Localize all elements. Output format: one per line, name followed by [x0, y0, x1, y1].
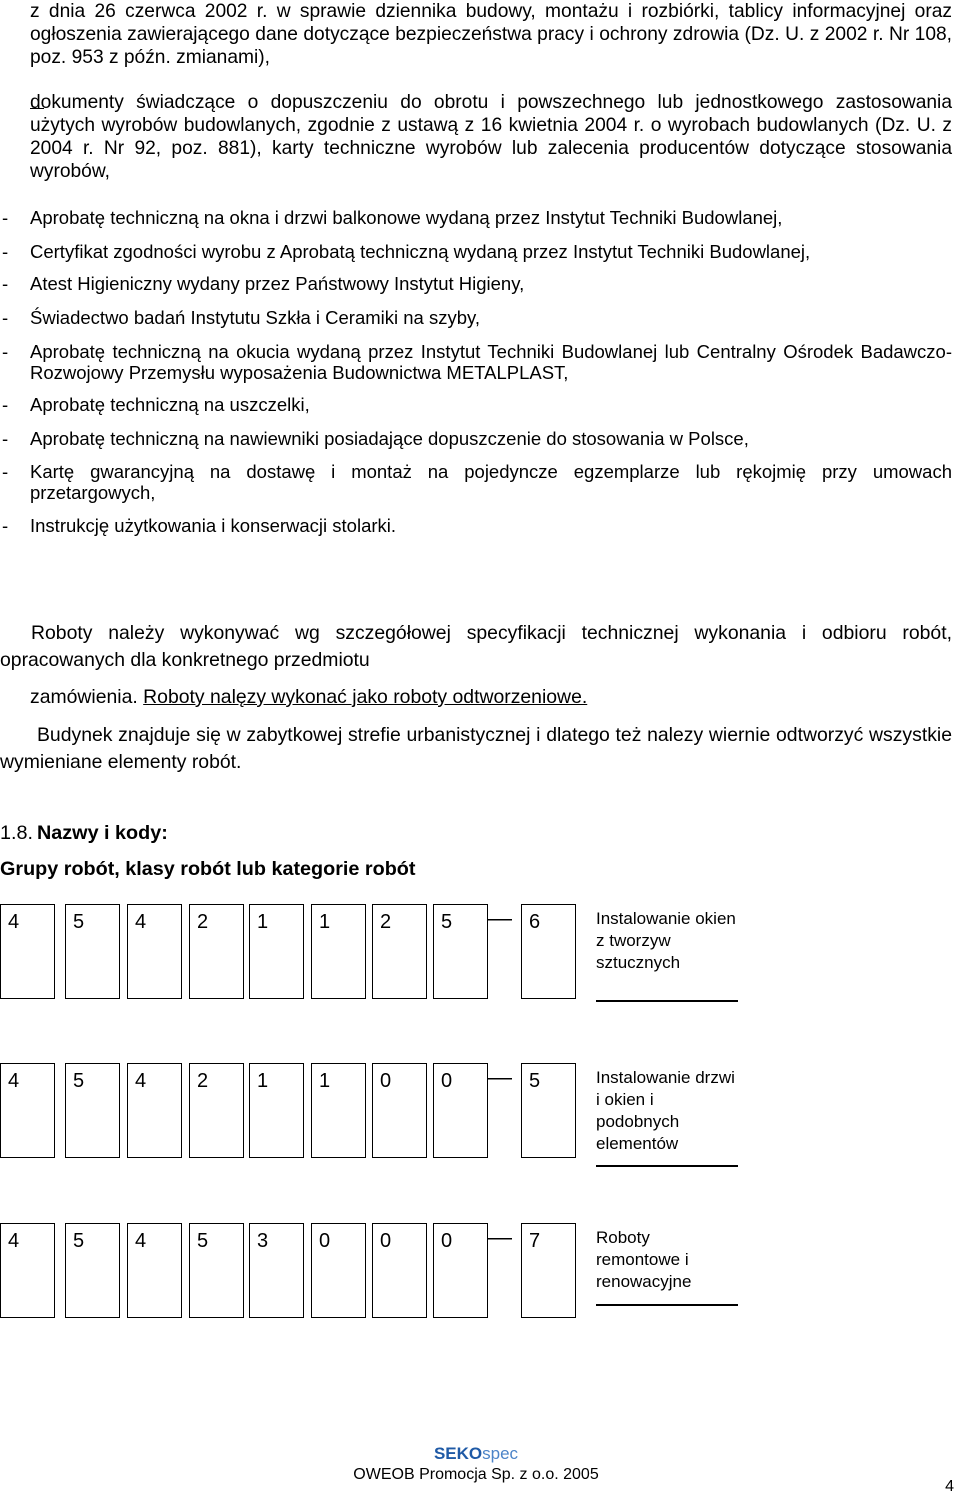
footer-logo-bold: SEKO: [433, 1444, 483, 1463]
code-digit-box: [65, 1063, 120, 1158]
list-item: [0, 241, 952, 262]
code-separator-dash: [488, 1078, 512, 1080]
list-item-text: Instrukcję użytkowania i konserwacji stolarki.: [30, 515, 397, 536]
groups-heading: Grupy robót, klasy robót lub kategorie robót: [0, 858, 416, 880]
code-digit-box: [372, 1223, 427, 1318]
code-digit-box: [0, 1063, 55, 1158]
code-separator-dash: [488, 1238, 512, 1240]
list-item-text: Certyfikat zgodności wyrobu z Aprobatą techniczną wydaną przez Instytut Techniki Budowlanej,: [30, 241, 811, 262]
code-digit: 3: [257, 1230, 269, 1252]
code-digit-box: [372, 1063, 427, 1158]
section-title: Nazwy i kody:: [37, 822, 168, 844]
list-item-text: Aprobatę techniczną na uszczelki,: [30, 394, 310, 415]
code-description: Instalowanie okien z tworzyw sztucznych: [596, 909, 736, 972]
code-digit-box: [65, 904, 120, 999]
footer-logo-light: spec: [482, 1444, 519, 1463]
list-item-text: Kartę gwarancyjną na dostawę i montaż na pojedyncze egzemplarze lub rękojmię przy umowach przetargowych,: [30, 461, 952, 503]
code-digit-box: [433, 904, 488, 999]
code-digit-box: [433, 1223, 488, 1318]
description-underline: [596, 1165, 738, 1167]
code-digit-box: [127, 1223, 182, 1318]
bullet-marker: -: [2, 461, 9, 482]
code-digit: 4: [8, 1230, 20, 1252]
dash-item-text: dokumenty świadczące o dopuszczeniu do obrotu i powszechnego lub jednostkowego zastosowania użytych wyrobów budowlanych, zgodnie z ustawą z 16 kwietnia 2004 r. o wyrobach budowlanych (Dz. U. z 2004 r. Nr 92, poz. 881), karty techniczne wyrobów lub zalecenia producentów dotyczące stosowania wyrobów,: [30, 92, 952, 182]
code-digit-box: [433, 1063, 488, 1158]
code-separator-dash: [488, 919, 512, 921]
intro-paragraph: z dnia 26 czerwca 2002 r. w sprawie dziennika budowy, montażu i rozbiórki, tablicy informacyjnej oraz ogłoszenia zawierającego dane dotyczące bezpieczeństwa pracy i ochrony zdrowia (Dz. U. z 2002 r. Nr 108, poz. 953 z późn. zmianami),: [30, 1, 952, 68]
code-digit-box: [249, 1063, 304, 1158]
code-digit-box: [521, 1223, 576, 1318]
code-digit: 5: [529, 1070, 541, 1092]
code-digit-box: [127, 1063, 182, 1158]
roboty-plain-text: zamówienia.: [30, 686, 144, 708]
code-digit: 1: [257, 911, 269, 933]
dash-item-paragraph: [30, 91, 952, 183]
code-digit-box: [65, 1223, 120, 1318]
list-item: [0, 341, 952, 383]
page-number: 4: [945, 1478, 954, 1495]
list-item-text: Aprobatę techniczną na nawiewniki posiadające dopuszczenie do stosowania w Polsce,: [30, 428, 749, 449]
code-digit: 4: [8, 911, 20, 933]
code-digit-box: [311, 904, 366, 999]
list-item: [0, 515, 952, 536]
description-underline: [596, 1304, 738, 1306]
roboty-paragraph: Roboty należy wykonywać wg szczegółowej specyfikacji technicznej wykonania i odbioru robót, opracowanych dla konkretnego przedmiotu: [0, 622, 952, 671]
code-digit-box: [249, 904, 304, 999]
code-digit-box: [0, 1223, 55, 1318]
list-item: [0, 394, 952, 415]
code-digit-box: [189, 1223, 244, 1318]
code-digit-box: [127, 904, 182, 999]
code-digit-box: [311, 1063, 366, 1158]
code-digit: 5: [73, 1070, 85, 1092]
code-digit: 5: [441, 911, 453, 933]
code-digit: 7: [529, 1230, 541, 1252]
code-digit-box: [521, 1063, 576, 1158]
section-heading: [0, 822, 952, 845]
code-digit: 0: [380, 1230, 392, 1252]
code-digit: 4: [135, 1070, 147, 1092]
code-digit: 5: [73, 1230, 85, 1252]
code-description: Roboty remontowe i renowacyjne: [596, 1228, 692, 1291]
bullet-marker: -: [2, 307, 9, 328]
code-digit: 6: [529, 911, 541, 933]
code-digit-box: [249, 1223, 304, 1318]
code-description: Instalowanie drzwi i okien i podobnych elementów: [596, 1068, 735, 1153]
bullet-marker: -: [2, 341, 9, 362]
code-digit-box: [521, 904, 576, 999]
bullet-marker: -: [2, 394, 9, 415]
list-item: [0, 428, 952, 449]
roboty-underlined-text: Roboty nalęzy wykonać jako roboty odtworzeniowe.: [143, 686, 588, 708]
bullet-marker: -: [2, 241, 9, 262]
bullet-marker: -: [2, 207, 9, 228]
code-digit: 1: [319, 911, 331, 933]
code-digit-box: [311, 1223, 366, 1318]
code-digit: 2: [197, 911, 209, 933]
footer-text: OWEOB Promocja Sp. z o.o. 2005: [353, 1466, 599, 1483]
code-digit: 0: [319, 1230, 331, 1252]
list-item: [0, 307, 952, 328]
list-item-text: Świadectwo badań Instytutu Szkła i Ceramiki na szyby,: [30, 307, 481, 328]
bullet-marker: -: [2, 515, 9, 536]
section-number: 1.8.: [0, 822, 33, 844]
budynek-paragraph: Budynek znajduje się w zabytkowej strefie urbanistycznej i dlatego też nalezy wiernie odtworzyć wszystkie wymieniane elementy robót.: [0, 724, 952, 773]
code-digit-box: [0, 904, 55, 999]
code-digit: 0: [441, 1230, 453, 1252]
code-digit-box: [189, 1063, 244, 1158]
code-digit: 1: [257, 1070, 269, 1092]
list-item-text: Aprobatę techniczną na okna i drzwi balkonowe wydaną przez Instytut Techniki Budowlanej,: [30, 207, 783, 228]
code-digit-box: [372, 904, 427, 999]
code-digit: 2: [380, 911, 392, 933]
list-item: [0, 273, 952, 294]
list-item-text: Aprobatę techniczną na okucia wydaną przez Instytut Techniki Budowlanej lub Centralny Ośrodek Badawczo-Rozwojowy Przemysłu wyposażenia Budownictwa METALPLAST,: [30, 341, 952, 383]
list-item: [0, 461, 952, 503]
document-list: [0, 207, 952, 548]
description-underline: [596, 1000, 738, 1002]
list-item: [0, 207, 952, 228]
bullet-marker: -: [2, 273, 9, 294]
code-digit: 0: [441, 1070, 453, 1092]
code-digit: 1: [319, 1070, 331, 1092]
code-digit: 0: [380, 1070, 392, 1092]
code-digit: 2: [197, 1070, 209, 1092]
roboty-paragraph-continuation: [30, 686, 952, 709]
code-digit: 4: [135, 911, 147, 933]
bullet-marker: -: [2, 428, 9, 449]
code-digit: 5: [73, 911, 85, 933]
code-digit: 5: [197, 1230, 209, 1252]
footer-logo: [0, 1444, 952, 1464]
code-digit-box: [189, 904, 244, 999]
list-item-text: Atest Higieniczny wydany przez Państwowy Instytut Higieny,: [30, 273, 525, 294]
code-digit: 4: [135, 1230, 147, 1252]
code-digit: 4: [8, 1070, 20, 1092]
